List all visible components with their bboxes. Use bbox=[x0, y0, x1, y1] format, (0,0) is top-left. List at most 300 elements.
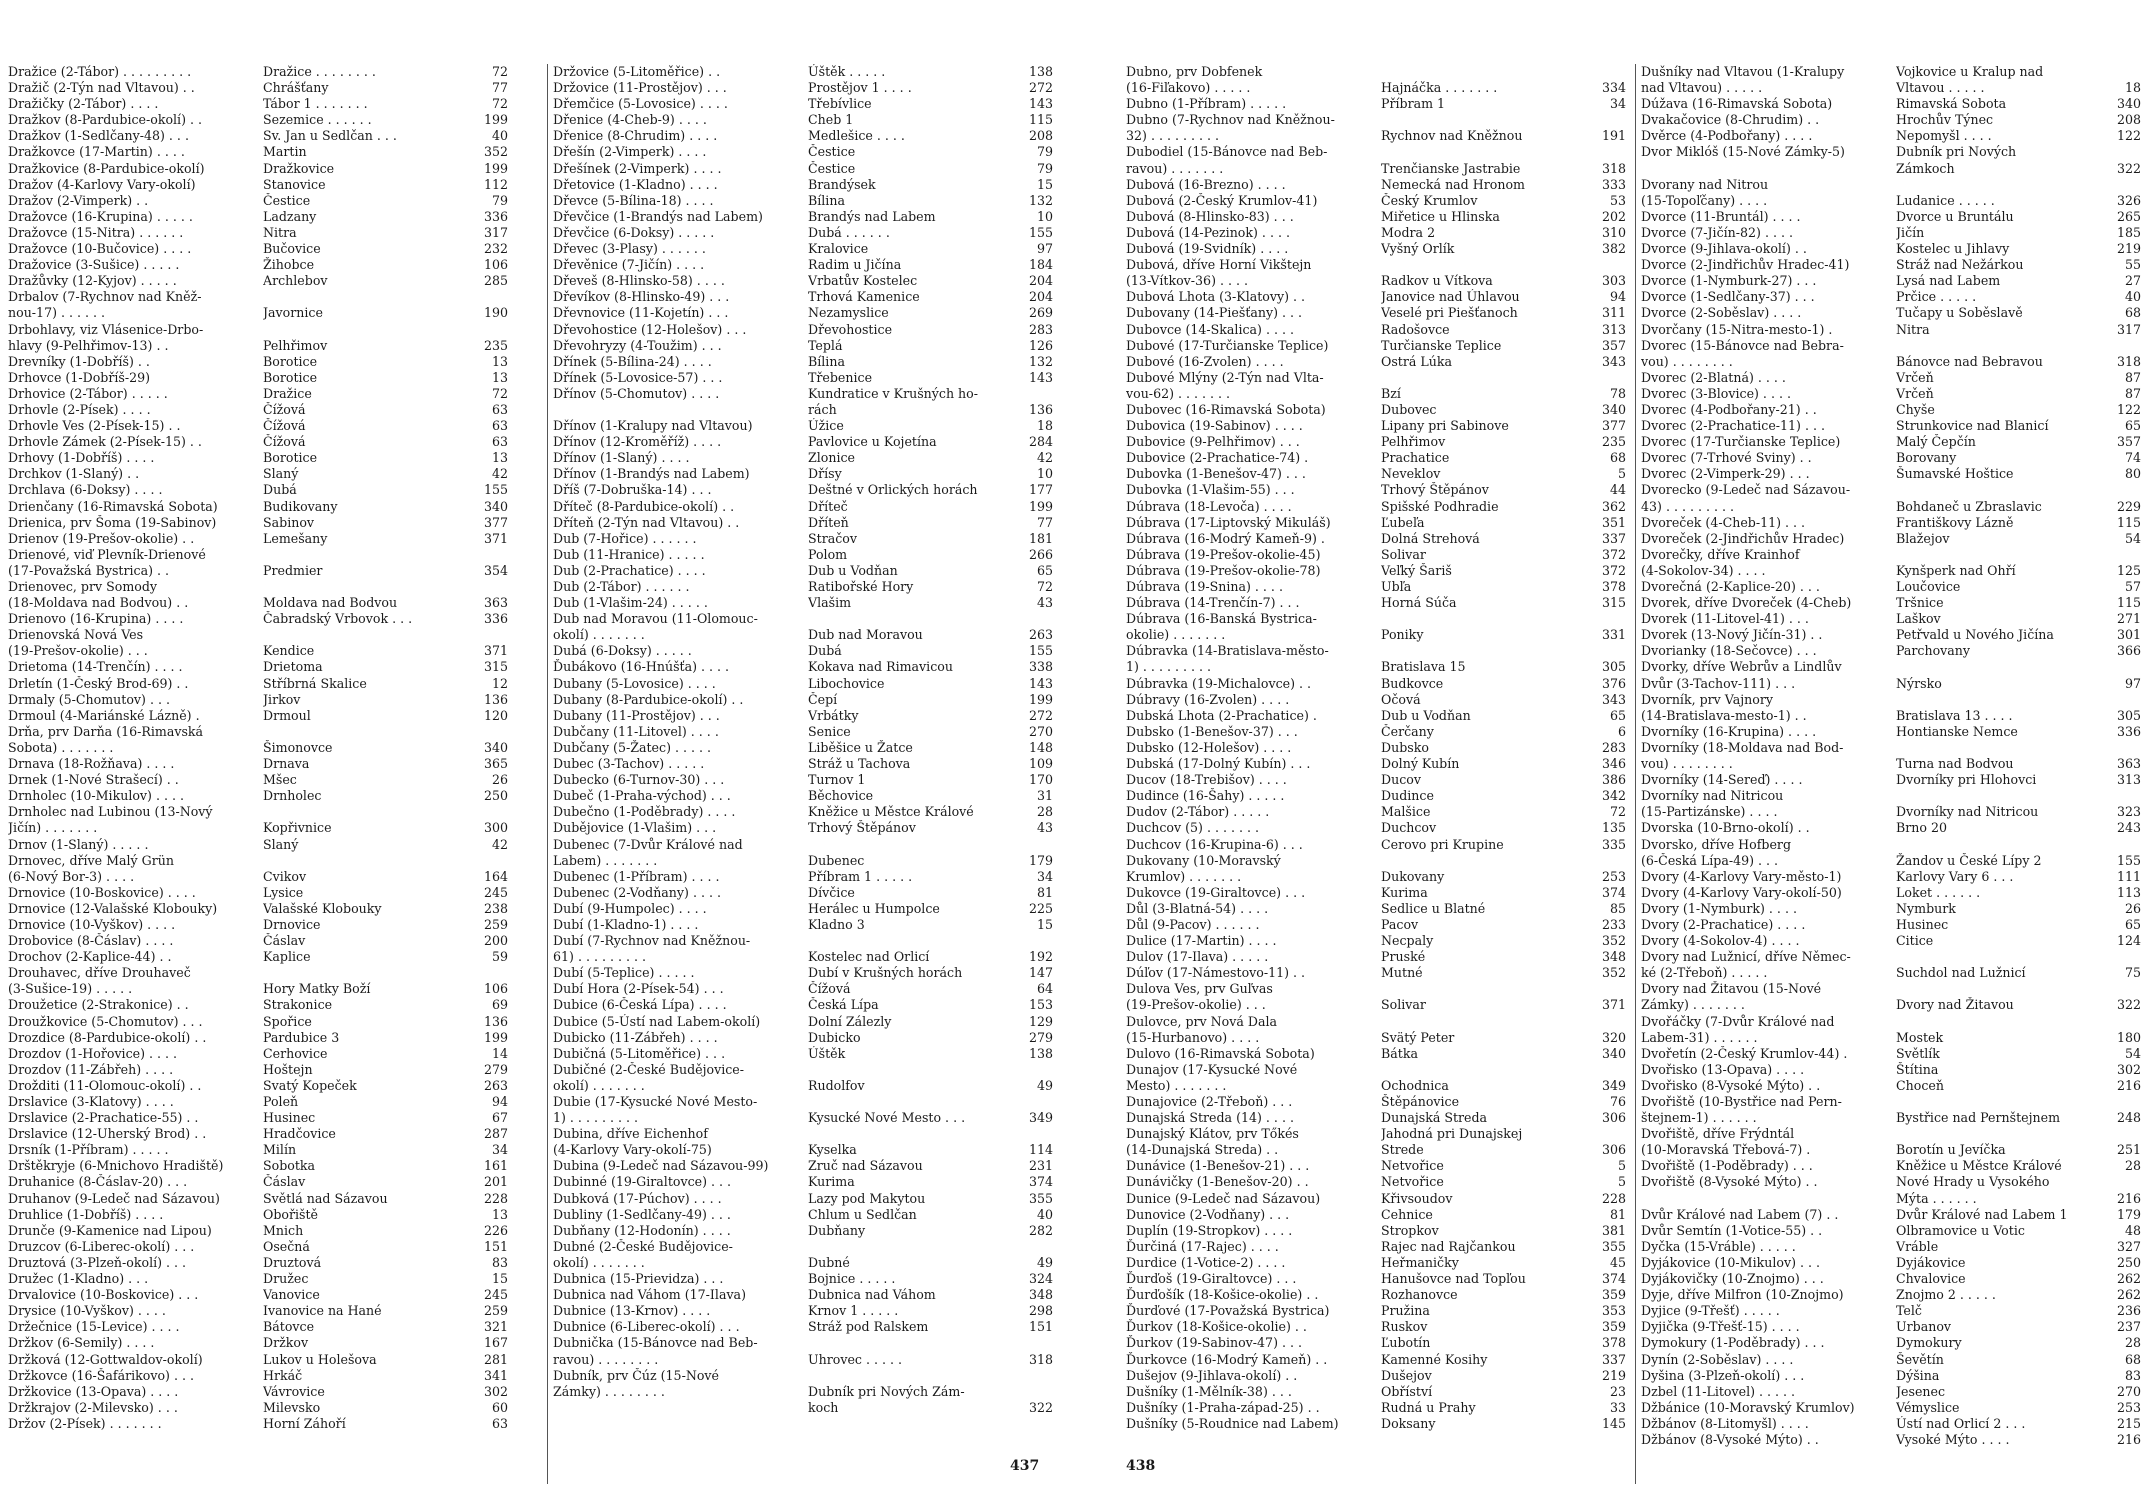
locality-name: Sobota) . . . . . . . bbox=[8, 739, 114, 755]
index-entry bbox=[1126, 981, 1626, 997]
locality-name: Držkovce (16-Šafárikovo) . . . bbox=[8, 1367, 194, 1383]
post-office: Stračov bbox=[808, 530, 857, 546]
index-entry bbox=[1641, 289, 2141, 305]
index-entry bbox=[8, 289, 508, 305]
locality-name: Dřeveš (8-Hlinsko-58) . . . . bbox=[553, 273, 725, 289]
index-entry bbox=[1641, 1110, 2141, 1126]
index-entry bbox=[8, 917, 508, 933]
locality-name: Drnovec, dříve Malý Grün bbox=[8, 852, 174, 868]
page-ref: 359 bbox=[1601, 1287, 1626, 1303]
post-office: Dříteč bbox=[808, 498, 848, 514]
locality-name: Dvůr (3-Tachov-111) . . . bbox=[1641, 675, 1796, 691]
page-ref: 72 bbox=[491, 385, 508, 401]
index-entry bbox=[1126, 1158, 1626, 1174]
post-office: Běchovice bbox=[808, 788, 874, 804]
locality-name: Dražovce (16-Krupina) . . . . . bbox=[8, 208, 193, 224]
index-entry bbox=[1641, 643, 2141, 659]
locality-name: Dubany (8-Pardubice-okolí) . . bbox=[553, 691, 744, 707]
index-entry bbox=[1126, 80, 1626, 96]
locality-name: Dymokury (1-Poděbrady) . . . bbox=[1641, 1335, 1825, 1351]
index-entry bbox=[1641, 1384, 2141, 1400]
page-ref: 354 bbox=[483, 562, 508, 578]
post-office: Dražice . . . . . . . . bbox=[263, 64, 376, 79]
page-ref: 318 bbox=[1601, 160, 1626, 176]
index-entry bbox=[1126, 177, 1626, 193]
locality-name: Dřevohryzy (4-Toužim) . . . bbox=[553, 337, 722, 353]
index-entry bbox=[1126, 1046, 1626, 1062]
page-ref: 243 bbox=[2116, 820, 2141, 836]
page-ref: 231 bbox=[1028, 1158, 1053, 1174]
post-office: Nýrsko bbox=[1896, 675, 1942, 691]
page-ref: 228 bbox=[1601, 1190, 1626, 1206]
post-office: Dub u Vodňan bbox=[808, 562, 898, 578]
locality-name: Dvorec (17-Turčianske Teplice) bbox=[1641, 434, 1841, 450]
page-ref: 352 bbox=[1601, 933, 1626, 949]
post-office: Příbram 1 . . . . . bbox=[808, 868, 913, 884]
page-ref: 355 bbox=[1601, 1238, 1626, 1254]
page-ref: 43 bbox=[1036, 595, 1053, 611]
post-office: Milín bbox=[263, 1142, 297, 1158]
page-ref: 63 bbox=[491, 434, 508, 450]
page-ref: 191 bbox=[1601, 128, 1626, 144]
index-entry bbox=[1641, 144, 2141, 160]
post-office: Čížová bbox=[808, 981, 851, 997]
locality-name: Drozdice (8-Pardubice-okolí) . . bbox=[8, 1029, 207, 1045]
locality-name: hlavy (9-Pelhřimov-13) . . bbox=[8, 337, 169, 353]
index-entry bbox=[1641, 885, 2141, 901]
post-office: Ľubotín bbox=[1381, 1335, 1431, 1351]
index-entry bbox=[8, 80, 508, 96]
index-entry bbox=[1126, 161, 1626, 177]
index-entry bbox=[8, 901, 508, 917]
locality-name: Duplín (19-Stropkov) . . . . bbox=[1126, 1222, 1293, 1238]
page-ref: 65 bbox=[2124, 418, 2141, 434]
page-ref: 53 bbox=[1609, 192, 1626, 208]
page-ref: 87 bbox=[2124, 369, 2141, 385]
post-office: Čestice bbox=[808, 160, 856, 176]
page-ref: 357 bbox=[2116, 434, 2141, 450]
index-entry bbox=[1641, 1030, 2141, 1046]
page-ref: 228 bbox=[483, 1190, 508, 1206]
index-entry bbox=[1641, 1271, 2141, 1287]
locality-name: Držovice (5-Litoměřice) . . bbox=[553, 64, 721, 79]
page-ref: 366 bbox=[2116, 643, 2141, 659]
page-ref: 136 bbox=[483, 1013, 508, 1029]
index-entry bbox=[553, 1303, 1053, 1319]
locality-name: Dúbrava (19-Prešov-okolie-45) bbox=[1126, 546, 1321, 562]
post-office: Rajec nad Rajčankou bbox=[1381, 1238, 1516, 1254]
page-ref: 49 bbox=[1036, 1077, 1053, 1093]
index-entry bbox=[1641, 708, 2141, 724]
page-ref: 321 bbox=[483, 1319, 508, 1335]
locality-name: Drevníky (1-Dobříš) . . bbox=[8, 353, 150, 369]
locality-name: Dražovce (15-Nitra) . . . . . . bbox=[8, 224, 184, 240]
locality-name: nad Vltavou) . . . . . bbox=[1641, 80, 1763, 96]
index-entry bbox=[1126, 1384, 1626, 1400]
locality-name: Drozdov (11-Zábřeh) . . . . bbox=[8, 1061, 174, 1077]
locality-name: (3-Sušice-19) . . . . . bbox=[8, 981, 133, 997]
page-ref bbox=[1580, 1126, 1626, 1142]
page-ref: 285 bbox=[483, 273, 508, 289]
page-ref: 147 bbox=[1028, 965, 1053, 981]
page-ref: 351 bbox=[1601, 514, 1626, 530]
index-entry bbox=[1641, 917, 2141, 933]
post-office: Dvorníky pri Hlohovci bbox=[1896, 772, 2037, 788]
post-office: Strunkovice nad Blanicí bbox=[1896, 418, 2049, 434]
locality-name: Drnovice (10-Boskovice) . . . . bbox=[8, 884, 196, 900]
post-office bbox=[1381, 1014, 1580, 1030]
index-entry bbox=[1126, 1142, 1626, 1158]
page-ref bbox=[1007, 1335, 1053, 1351]
index-entry bbox=[1641, 386, 2141, 402]
locality-name bbox=[553, 402, 808, 418]
post-office: Dřísy bbox=[808, 466, 842, 482]
locality-name: Dvory (4-Karlovy Vary-okolí-50) bbox=[1641, 884, 1842, 900]
locality-name: Dušníky nad Vltavou (1-Kralupy bbox=[1641, 64, 1845, 79]
locality-name: Dvorce (2-Soběslav) . . . . bbox=[1641, 305, 1802, 321]
locality-name: Dub nad Moravou (11-Olomouc- bbox=[553, 611, 758, 627]
page-ref: 106 bbox=[483, 257, 508, 273]
locality-name: Dub (2-Prachatice) . . . . bbox=[553, 562, 706, 578]
index-entry bbox=[553, 788, 1053, 804]
index-entry bbox=[553, 241, 1053, 257]
index-entry bbox=[1126, 1239, 1626, 1255]
post-office: Turna nad Bodvou bbox=[1896, 756, 2014, 772]
page-ref: 68 bbox=[2124, 1351, 2141, 1367]
index-entry bbox=[1641, 1142, 2141, 1158]
locality-name: Dunávičky (1-Benešov-20) . . bbox=[1126, 1174, 1309, 1190]
post-office: Radošovce bbox=[1381, 321, 1450, 337]
locality-name: Dubějovice (1-Vlašim) . . . bbox=[553, 820, 717, 836]
page-ref: 348 bbox=[1601, 949, 1626, 965]
index-entry bbox=[8, 788, 508, 804]
page-ref bbox=[462, 853, 508, 869]
page-ref: 251 bbox=[2116, 1142, 2141, 1158]
index-entry bbox=[553, 949, 1053, 965]
page-ref bbox=[1580, 257, 1626, 273]
post-office bbox=[263, 289, 462, 305]
locality-name: Dubodiel (15-Bánovce nad Beb- bbox=[1126, 144, 1328, 160]
locality-name: Dúľov (17-Námestovo-11) . . bbox=[1126, 965, 1306, 981]
locality-name: okolí) . . . . . . . bbox=[553, 627, 645, 643]
locality-name: okolí) . . . . . . . bbox=[553, 1254, 645, 1270]
locality-name: Dubňany (12-Hodonín) . . . . bbox=[553, 1222, 731, 1238]
index-entry bbox=[8, 1207, 508, 1223]
locality-name: Drobovice (8-Čáslav) . . . . bbox=[8, 933, 174, 949]
index-entry bbox=[553, 450, 1053, 466]
post-office: Zámkoch bbox=[1896, 160, 1955, 176]
index-entry bbox=[553, 1207, 1053, 1223]
locality-name: Dudince (16-Šahy) . . . . . bbox=[1126, 788, 1285, 804]
post-office: Stropkov bbox=[1381, 1222, 1439, 1238]
page-ref: 355 bbox=[1028, 1190, 1053, 1206]
index-entry bbox=[553, 1142, 1053, 1158]
post-office: Mýta . . . . . . bbox=[1896, 1190, 1977, 1206]
index-entry bbox=[8, 756, 508, 772]
index-entry bbox=[553, 595, 1053, 611]
post-office bbox=[1381, 144, 1580, 160]
post-office: Družec bbox=[263, 1271, 309, 1287]
post-office: Doksany bbox=[1381, 1415, 1436, 1431]
locality-name: Dubečno (1-Poděbrady) . . . . bbox=[553, 804, 736, 820]
locality-name: Dubnice (6-Liberec-okolí) . . . bbox=[553, 1319, 740, 1335]
page-ref: 18 bbox=[1036, 418, 1053, 434]
post-office: Pružina bbox=[1381, 1303, 1430, 1319]
post-office: Vrbátky bbox=[808, 707, 859, 723]
index-entry bbox=[1641, 965, 2141, 981]
locality-name: (14-Dunajská Streda) . . bbox=[1126, 1142, 1279, 1158]
page-ref: 337 bbox=[1601, 530, 1626, 546]
post-office: Vysoké Mýto . . . . bbox=[1896, 1431, 2010, 1447]
index-entry bbox=[8, 1142, 508, 1158]
locality-name: Dzbel (11-Litovel) . . . . . bbox=[1641, 1383, 1796, 1399]
index-entry bbox=[8, 627, 508, 643]
locality-name: Dubovice (9-Pelhřimov) . . . bbox=[1126, 434, 1300, 450]
page-ref: 113 bbox=[2116, 884, 2141, 900]
post-office: Žihobce bbox=[263, 257, 315, 273]
page-ref: 143 bbox=[1028, 675, 1053, 691]
page-ref bbox=[2095, 547, 2141, 563]
post-office: Lukov u Holešova bbox=[263, 1351, 377, 1367]
locality-name: Dřevčice (6-Doksy) . . . . . bbox=[553, 224, 715, 240]
post-office: Poleň bbox=[263, 1094, 299, 1109]
page-ref: 250 bbox=[483, 788, 508, 804]
post-office: Hrkáč bbox=[263, 1367, 303, 1383]
index-entry bbox=[1126, 579, 1626, 595]
index-entry bbox=[1126, 386, 1626, 402]
page-ref: 15 bbox=[1036, 916, 1053, 932]
index-entry bbox=[1126, 901, 1626, 917]
page-ref: 235 bbox=[483, 337, 508, 353]
locality-name: Drhovice (2-Tábor) . . . . . bbox=[8, 385, 168, 401]
post-office: Stanovice bbox=[263, 176, 326, 192]
post-office bbox=[1896, 740, 2095, 756]
locality-name: Drienovo (16-Krupina) . . . . bbox=[8, 611, 184, 627]
page-ref: 57 bbox=[2124, 579, 2141, 594]
locality-name: Dyjice (9-Třešť) . . . . . bbox=[1641, 1303, 1780, 1319]
post-office bbox=[1381, 257, 1580, 273]
page-ref: 155 bbox=[2116, 852, 2141, 868]
page-ref: 65 bbox=[1609, 707, 1626, 723]
post-office: Modra 2 bbox=[1381, 224, 1436, 240]
index-entry bbox=[1641, 322, 2141, 338]
index-entry bbox=[8, 1255, 508, 1271]
index-entry bbox=[8, 370, 508, 386]
locality-name: Ďurďové (17-Považská Bystrica) bbox=[1126, 1303, 1330, 1319]
locality-name: Dřešín (2-Vimperk) . . . . bbox=[553, 144, 707, 160]
index-column bbox=[1126, 64, 1626, 1432]
page-ref bbox=[2095, 1126, 2141, 1142]
index-entry bbox=[1126, 949, 1626, 965]
post-office: Dřevohostice bbox=[808, 321, 893, 337]
index-entry bbox=[553, 177, 1053, 193]
post-office: Osečná bbox=[263, 1238, 310, 1254]
index-entry bbox=[553, 257, 1053, 273]
index-entry bbox=[1126, 322, 1626, 338]
post-office: Loket . . . . . . bbox=[1896, 884, 1981, 900]
locality-name: štejnem-1) . . . . . . bbox=[1641, 1110, 1757, 1126]
index-entry bbox=[1641, 193, 2141, 209]
page-ref: 85 bbox=[1609, 900, 1626, 916]
index-entry bbox=[1126, 209, 1626, 225]
post-office: Pardubice 3 bbox=[263, 1029, 340, 1045]
locality-name: Dubné (2-České Budějovice- bbox=[553, 1238, 733, 1254]
page-ref: 15 bbox=[1036, 176, 1053, 192]
index-entry bbox=[8, 692, 508, 708]
post-office bbox=[808, 837, 1007, 853]
index-entry bbox=[1641, 547, 2141, 563]
post-office: Cheb 1 bbox=[808, 112, 854, 128]
index-entry bbox=[8, 579, 508, 595]
page-ref bbox=[1580, 981, 1626, 997]
locality-name: 1) . . . . . . . . . bbox=[553, 1110, 638, 1126]
locality-name: okolí) . . . . . . . bbox=[553, 1077, 645, 1093]
index-entry bbox=[8, 965, 508, 981]
locality-name: Dub (1-Vlašim-24) . . . . . bbox=[553, 595, 708, 611]
post-office: Parchovany bbox=[1896, 643, 1971, 659]
post-office: Bojnice . . . . . bbox=[808, 1271, 896, 1287]
page-ref: 42 bbox=[491, 836, 508, 852]
post-office: Dubnica nad Váhom bbox=[808, 1287, 936, 1303]
locality-name: vou-62) . . . . . . . bbox=[1126, 385, 1231, 401]
post-office: Hory Matky Boží bbox=[263, 981, 371, 997]
post-office: Držkov bbox=[263, 1335, 309, 1351]
index-entry bbox=[1126, 772, 1626, 788]
index-entry bbox=[553, 338, 1053, 354]
index-entry bbox=[1126, 434, 1626, 450]
locality-name: Dřínov (12-Kroměříž) . . . . bbox=[553, 434, 722, 450]
index-entry bbox=[1126, 1352, 1626, 1368]
post-office: Ruskov bbox=[1381, 1319, 1428, 1335]
locality-name: Dvůr Králové nad Labem (7) . . bbox=[1641, 1206, 1839, 1222]
index-entry bbox=[553, 499, 1053, 515]
locality-name: Zámky) . . . . . . . bbox=[1641, 997, 1745, 1013]
index-entry bbox=[1126, 64, 1626, 80]
page-ref bbox=[1007, 611, 1053, 627]
page-ref: 97 bbox=[1036, 241, 1053, 257]
locality-name: Dvorec (2-Prachatice-11) . . . bbox=[1641, 418, 1825, 434]
page-ref: 374 bbox=[1601, 884, 1626, 900]
page-ref: 12 bbox=[491, 675, 508, 691]
index-entry bbox=[1641, 997, 2141, 1013]
locality-name: Dubičné (2-České Budějovice- bbox=[553, 1061, 745, 1077]
locality-name: Dúbrava (18-Levoča) . . . . bbox=[1126, 498, 1292, 514]
index-entry bbox=[553, 853, 1053, 869]
post-office: Nezamyslice bbox=[808, 305, 889, 321]
page-ref: 192 bbox=[1028, 949, 1053, 965]
index-entry bbox=[553, 209, 1053, 225]
page-ref: 283 bbox=[1028, 321, 1053, 337]
post-office: Kyselka bbox=[808, 1142, 857, 1158]
page-ref: 340 bbox=[1601, 401, 1626, 417]
locality-name: Dubník, prv Čúz (15-Nové bbox=[553, 1367, 719, 1383]
page-ref: 31 bbox=[1036, 788, 1053, 804]
post-office: Bílina bbox=[808, 353, 845, 369]
post-office bbox=[1381, 611, 1580, 627]
post-office: Zlonice bbox=[808, 450, 856, 466]
locality-name: Droužkovice (5-Chomutov) . . . bbox=[8, 1013, 203, 1029]
post-office: Dubovec bbox=[1381, 401, 1437, 417]
page-ref: 72 bbox=[1609, 804, 1626, 820]
post-office: Ducov bbox=[1381, 772, 1421, 788]
index-entry bbox=[8, 933, 508, 949]
page-ref: 54 bbox=[2124, 530, 2141, 546]
locality-name: Dynín (2-Soběslav) . . . . bbox=[1641, 1351, 1794, 1367]
index-entry bbox=[1126, 643, 1626, 659]
index-entry bbox=[553, 96, 1053, 112]
index-entry bbox=[8, 1287, 508, 1303]
post-office bbox=[1381, 981, 1580, 997]
locality-name: ravou) . . . . . . . bbox=[1126, 160, 1224, 176]
page-ref: 271 bbox=[2116, 611, 2141, 627]
page-ref: 80 bbox=[2124, 466, 2141, 482]
locality-name: Džbánov (8-Litomyšl) . . . . bbox=[1641, 1415, 1809, 1431]
page-ref: 340 bbox=[483, 498, 508, 514]
page-ref: 302 bbox=[2116, 1061, 2141, 1077]
page-ref: 282 bbox=[1028, 1222, 1053, 1238]
locality-name: Dubová (19-Svidník) . . . . bbox=[1126, 241, 1289, 257]
page-ref: 40 bbox=[491, 128, 508, 144]
page-ref: 343 bbox=[1601, 353, 1626, 369]
locality-name: Dunajský Klátov, prv Tőkés bbox=[1126, 1126, 1299, 1142]
locality-name: Dražkov (1-Sedlčany-48) . . . bbox=[8, 128, 189, 144]
page-ref: 216 bbox=[2116, 1190, 2141, 1206]
page-ref: 322 bbox=[2116, 997, 2141, 1013]
post-office: Ladzany bbox=[263, 208, 317, 224]
locality-name: (17-Považská Bystrica) . . bbox=[8, 562, 170, 578]
page-ref: 202 bbox=[1601, 208, 1626, 224]
post-office: Liběšice u Žatce bbox=[808, 739, 913, 755]
post-office: Polom bbox=[808, 546, 848, 562]
index-entry bbox=[1641, 1368, 2141, 1384]
locality-name: Džbánice (10-Moravský Krumlov) bbox=[1641, 1399, 1855, 1415]
page-ref: 54 bbox=[2124, 1045, 2141, 1061]
index-entry bbox=[8, 740, 508, 756]
post-office: Kralovice bbox=[808, 241, 869, 257]
page-ref: 335 bbox=[1601, 836, 1626, 852]
locality-name bbox=[1641, 1191, 1896, 1207]
locality-name: Dulice (17-Martin) . . . . bbox=[1126, 933, 1277, 949]
page-ref: 42 bbox=[491, 466, 508, 482]
locality-name: Dušníky (1-Praha-západ-25) . . bbox=[1126, 1399, 1320, 1415]
index-entry bbox=[1641, 611, 2141, 627]
post-office: Choceň bbox=[1896, 1077, 1944, 1093]
index-entry bbox=[1641, 949, 2141, 965]
index-entry bbox=[1126, 933, 1626, 949]
page-ref: 219 bbox=[2116, 241, 2141, 257]
locality-name: Dúbravka (19-Michalovce) . . bbox=[1126, 675, 1312, 691]
locality-name: Dvořetín (2-Český Krumlov-44) . bbox=[1641, 1045, 1848, 1061]
index-entry bbox=[1641, 354, 2141, 370]
page-ref: 363 bbox=[2116, 756, 2141, 772]
page-ref: 77 bbox=[491, 80, 508, 96]
index-entry bbox=[553, 289, 1053, 305]
index-entry bbox=[1126, 418, 1626, 434]
page-ref: 199 bbox=[483, 160, 508, 176]
page-ref: 115 bbox=[2116, 514, 2141, 530]
post-office: Čížová bbox=[263, 418, 306, 434]
post-office: Borovany bbox=[1896, 450, 1957, 466]
page-ref bbox=[1007, 1062, 1053, 1078]
post-office: Strede bbox=[1381, 1142, 1424, 1158]
post-office: Světlík bbox=[1896, 1045, 1940, 1061]
locality-name: Dubovica (19-Sabinov) . . . . bbox=[1126, 418, 1303, 434]
page-ref: 315 bbox=[1601, 595, 1626, 611]
page-ref: 5 bbox=[1617, 466, 1626, 482]
page-ref: 13 bbox=[491, 353, 508, 369]
page-ref: 44 bbox=[1609, 482, 1626, 498]
post-office: Ludanice . . . . . bbox=[1896, 192, 1995, 208]
